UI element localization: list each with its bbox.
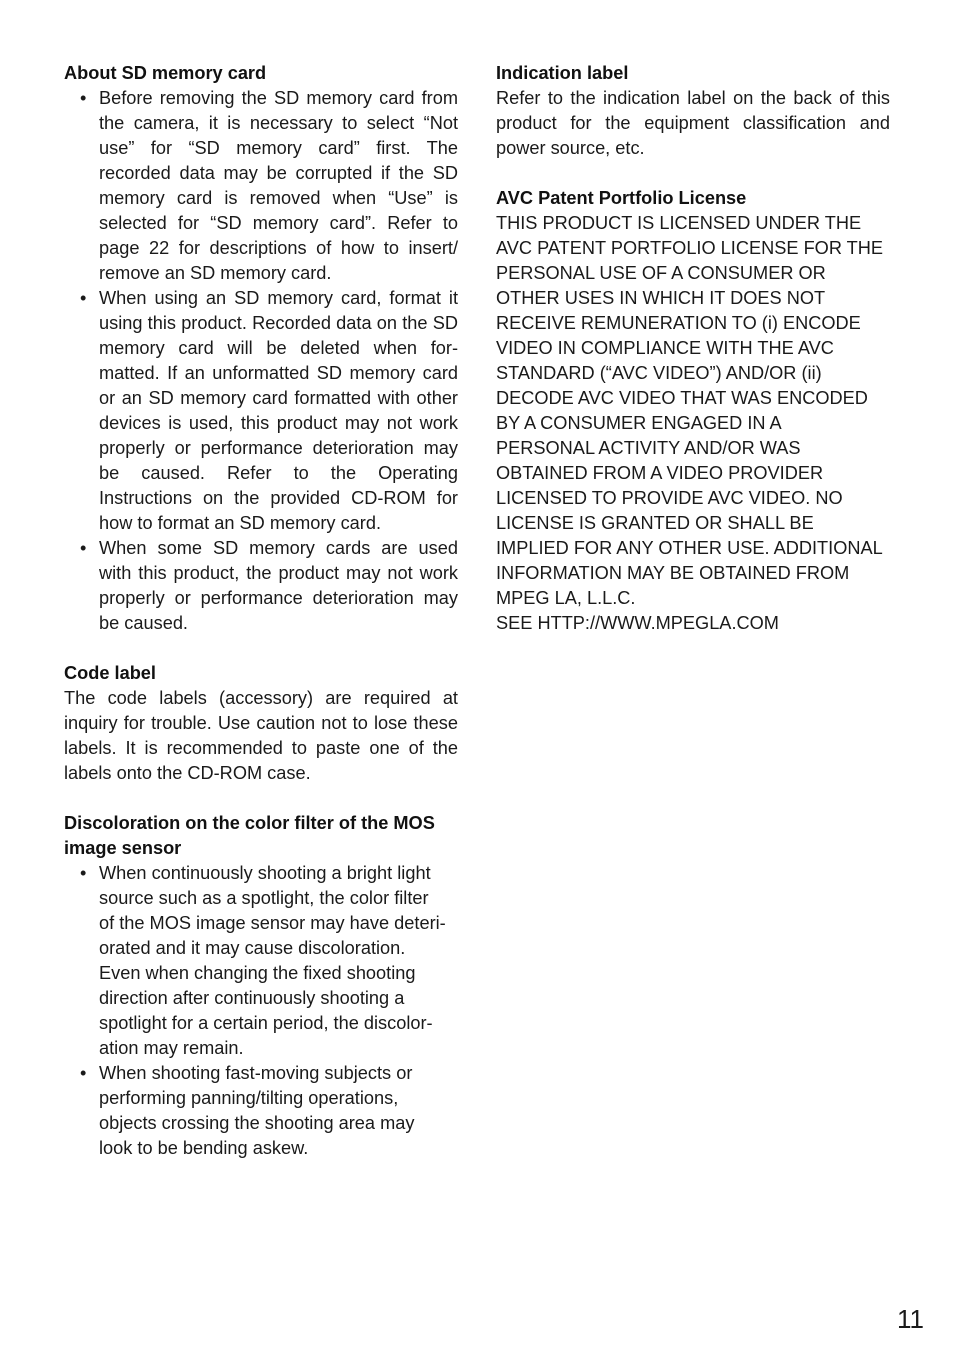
bullet-icon: • xyxy=(80,538,87,558)
text-line: RECEIVE REMUNERATION TO (i) ENCODE xyxy=(496,313,861,333)
bullet-icon: • xyxy=(80,1063,87,1083)
text-line: OTHER USES IN WHICH IT DOES NOT xyxy=(496,288,826,308)
text-line: When continuously shooting a bright light xyxy=(99,863,431,883)
text-line: source such as a spotlight, the color filter xyxy=(99,888,429,908)
list-item xyxy=(64,286,458,536)
code-label-body: The code labels (accessory) are required at inquiry for trouble. Use caution not to lose these labels. It is recommended to paste one of the labels onto the CD-ROM case. xyxy=(64,688,458,783)
text-line: of the MOS image sensor may have deteri- xyxy=(99,913,446,933)
left-column xyxy=(64,61,458,1186)
text-line: orated and it may cause discoloration. xyxy=(99,938,406,958)
text-line: STANDARD (“AVC VIDEO”) AND/OR (ii) xyxy=(496,363,822,383)
list-item xyxy=(64,1061,458,1161)
right-column xyxy=(496,61,890,661)
list-item xyxy=(64,536,458,636)
heading-code-label: Code label xyxy=(64,663,156,683)
text-line: VIDEO IN COMPLIANCE WITH THE AVC xyxy=(496,338,834,358)
bullet-text xyxy=(99,861,458,1061)
discoloration-bullet-list xyxy=(64,861,458,1161)
indication-label-body: Refer to the indication label on the back of this product for the equipment classification and power source, etc. xyxy=(496,88,890,158)
text-line: look to be bending askew. xyxy=(99,1138,309,1158)
list-item xyxy=(64,86,458,286)
section-indication-label xyxy=(496,61,890,161)
heading-discoloration: Discoloration on the color filter of the MOS image sensor xyxy=(64,813,435,858)
bullet-text: Before removing the SD memory card from the camera, it is necessary to select “Not use” for “SD memory card” first. The recorded data may be corrupted if the SD memory card is removed when “Use” is selected for “SD memory card”. Refer to page 22 for descriptions of how to insert/ remove an SD memory card. xyxy=(99,88,458,283)
section-discoloration xyxy=(64,811,458,1161)
list-item xyxy=(64,861,458,1061)
bullet-text xyxy=(99,1061,458,1161)
text-line: AVC PATENT PORTFOLIO LICENSE FOR THE xyxy=(496,238,884,258)
bullet-icon: • xyxy=(80,863,87,883)
section-code-label xyxy=(64,661,458,786)
text-line: BY A CONSUMER ENGAGED IN A xyxy=(496,413,782,433)
text-line: LICENSED TO PROVIDE AVC VIDEO. NO xyxy=(496,488,843,508)
text-line: SEE HTTP://WWW.MPEGLA.COM xyxy=(496,613,779,633)
text-line: performing panning/tilting operations, xyxy=(99,1088,399,1108)
text-line: LICENSE IS GRANTED OR SHALL BE xyxy=(496,513,814,533)
text-line: objects crossing the shooting area may xyxy=(99,1113,415,1133)
page-number: 11 xyxy=(897,1304,924,1334)
heading-indication-label: Indication label xyxy=(496,63,629,83)
heading-sd-memory-card: About SD memory card xyxy=(64,63,267,83)
bullet-icon: • xyxy=(80,88,87,108)
text-line: INFORMATION MAY BE OBTAINED FROM xyxy=(496,563,850,583)
section-avc-license xyxy=(496,186,890,636)
heading-avc-license: AVC Patent Portfolio License xyxy=(496,188,747,208)
text-line: Even when changing the fixed shooting xyxy=(99,963,416,983)
text-line: spotlight for a certain period, the discolor- xyxy=(99,1013,433,1033)
text-line: PERSONAL ACTIVITY AND/OR WAS xyxy=(496,438,801,458)
text-line: OBTAINED FROM A VIDEO PROVIDER xyxy=(496,463,824,483)
text-line: MPEG LA, L.L.C. xyxy=(496,588,636,608)
text-line: IMPLIED FOR ANY OTHER USE. ADDITIONAL xyxy=(496,538,883,558)
text-line: DECODE AVC VIDEO THAT WAS ENCODED xyxy=(496,388,868,408)
bullet-icon: • xyxy=(80,288,87,308)
section-sd-memory-card xyxy=(64,61,458,636)
sd-card-bullet-list xyxy=(64,86,458,636)
text-line: ation may remain. xyxy=(99,1038,244,1058)
bullet-text: When some SD memory cards are used with this product, the product may not work properly or performance deterioration may be caused. xyxy=(99,538,458,633)
avc-license-body xyxy=(496,211,890,636)
text-line: When shooting fast-moving subjects or xyxy=(99,1063,413,1083)
text-line: direction after continuously shooting a xyxy=(99,988,405,1008)
text-line: PERSONAL USE OF A CONSUMER OR xyxy=(496,263,826,283)
bullet-text: When using an SD memory card, format it using this product. Recorded data on the SD memory card will be deleted when for-matted. If an unformatted SD memory card or an SD memory card formatted with other devices is used, this product may not work properly or performance deterioration may be caused. Refer to the Operating Instructions on the provided CD-ROM for how to format an SD memory card. xyxy=(99,288,458,533)
text-line: THIS PRODUCT IS LICENSED UNDER THE xyxy=(496,213,862,233)
